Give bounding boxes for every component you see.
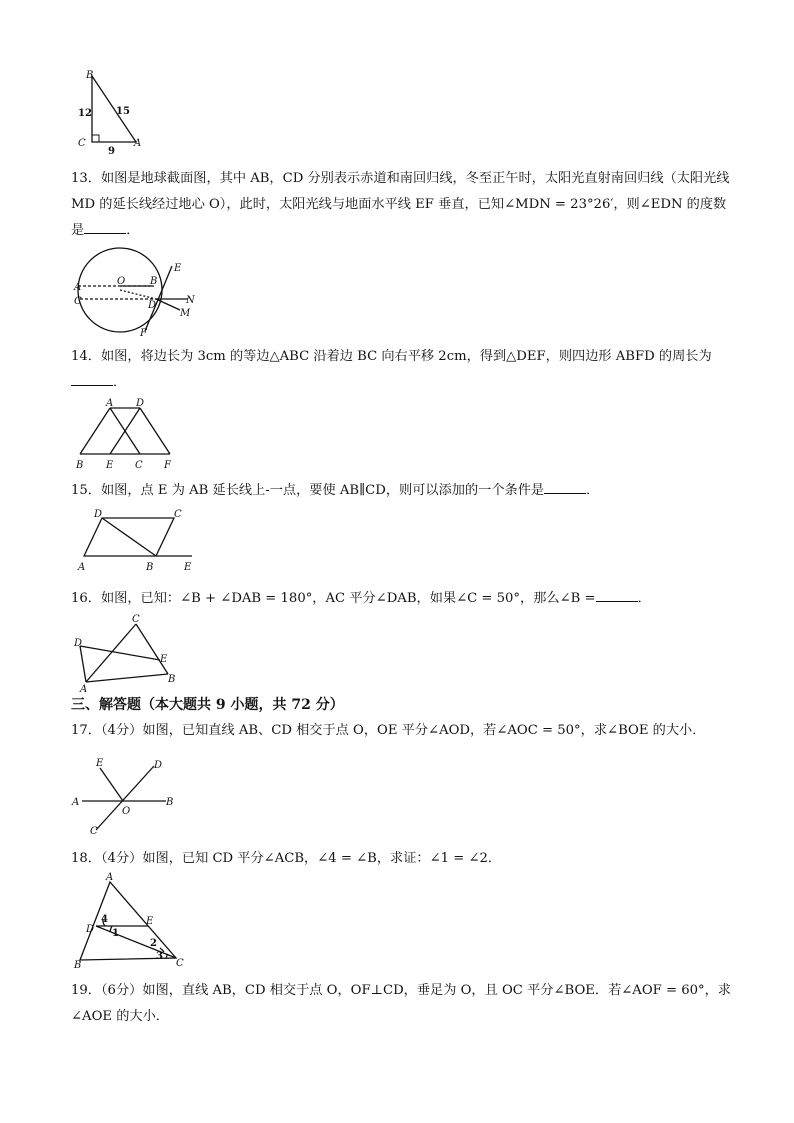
question-text: 如图是地球截面图，其中 AB，CD 分别表示赤道和南回归线，冬至正午时，太阳光直射南回归线（太阳光线 MD 的延长线经过地心 O），此时，太阳光线与地面水平线 EF 垂直，已知∠MDN = 23°26′，则∠EDN 的度数是 <box>71 171 730 238</box>
label-d: D <box>148 300 157 311</box>
label-b: B <box>166 797 174 808</box>
label-e: E <box>184 562 192 573</box>
question-number: 13． <box>71 171 101 186</box>
label-c: C <box>132 614 140 625</box>
figure-q17-intersecting-lines <box>70 754 185 838</box>
label-d: D <box>154 760 163 771</box>
answer-blank[interactable] <box>84 219 126 234</box>
question-17 <box>71 718 731 744</box>
angle-4: 4 <box>101 914 108 925</box>
label-b: B <box>74 960 82 971</box>
question-number: 15． <box>71 483 101 498</box>
label-e: E <box>96 758 104 769</box>
figure-q16-triangle <box>72 612 182 695</box>
question-number: 18． <box>71 851 101 866</box>
label-d: D <box>94 509 103 520</box>
answer-blank[interactable] <box>71 371 113 386</box>
question-13: 13．如图是地球截面图，其中 AB，CD 分别表示赤道和南回归线，冬至正午时，太阳光直射南回归线（太阳光线 MD 的延长线经过地心 O），此时，太阳光线与地面水平线 EF 垂直，已知∠MDN = 23°26′，则∠EDN 的度数是 ． <box>71 171 730 238</box>
label-e: E <box>146 916 154 927</box>
question-18 <box>71 846 731 872</box>
figure-q18-triangle-bisector <box>72 874 184 970</box>
figure-q14-translated-triangles <box>72 396 182 472</box>
label-c: C <box>74 296 82 307</box>
label-e: E <box>106 460 114 471</box>
section-heading: 三、解答题（本大题共 9 小题，共 72 分） <box>71 697 344 713</box>
label-e: E <box>160 654 168 665</box>
label-f: F <box>164 460 171 471</box>
question-19 <box>71 978 731 1030</box>
label-d: D <box>86 924 95 935</box>
label-c: C <box>78 138 86 149</box>
label-b: B <box>76 460 84 471</box>
label-e: E <box>174 263 182 274</box>
label-d: D <box>136 398 145 409</box>
question-number: 17． <box>71 723 101 738</box>
length-ca: 9 <box>108 146 115 157</box>
label-f: F <box>140 328 147 339</box>
label-o: O <box>117 276 126 287</box>
label-m: M <box>180 308 191 319</box>
question-14: 14．如图，将边长为 3cm 的等边△ABC 沿着边 BC 向右平移 2cm，得到△DEF，则四边形 ABFD 的周长为． <box>71 349 712 390</box>
question-number: 19． <box>71 983 101 998</box>
question-text: （4分）如图，已知直线 AB、CD 相交于点 O，OE 平分∠AOD，若∠AOC = 50°，求∠BOE 的大小． <box>100 723 706 738</box>
label-c: C <box>90 826 98 837</box>
label-b: B <box>150 276 158 287</box>
label-a: A <box>72 797 80 808</box>
question-text: （4分）如图，已知 CD 平分∠ACB，∠4 = ∠B，求证：∠1 = ∠2． <box>100 851 502 866</box>
label-a: A <box>106 398 114 409</box>
label-c: C <box>135 460 143 471</box>
label-b: B <box>146 562 154 573</box>
question-16: 16．如图，已知：∠B + ∠DAB = 180°，AC 平分∠DAB，如果∠C = 50°，那么∠B = ． <box>71 586 731 612</box>
question-text: 如图，将边长为 3cm 的等边△ABC 沿着边 BC 向右平移 2cm，得到△DEF，则四边形 ABFD 的周长为 <box>100 349 712 364</box>
question-text: （6分）如图，直线 AB，CD 相交于点 O，OF⊥CD，垂足为 O，且 OC 平分∠BOE．若∠AOF = 60°，求∠AOE 的大小． <box>71 983 731 1024</box>
length-bc: 12 <box>78 108 92 119</box>
label-b: B <box>86 70 94 81</box>
label-a: A <box>134 138 142 149</box>
label-b: B <box>168 674 176 685</box>
question-15: 15．如图，点 E 为 AB 延长线上-一点，要使 AB∥CD，则可以添加的一个条件是 ． <box>71 478 731 504</box>
label-o: O <box>122 806 131 817</box>
angle-1: 1 <box>112 928 119 939</box>
label-n: N <box>186 295 195 306</box>
label-c: C <box>176 958 184 969</box>
length-ab: 15 <box>116 106 130 117</box>
label-a: A <box>78 562 86 573</box>
answer-blank[interactable] <box>596 587 638 602</box>
question-text: 如图，已知：∠B + ∠DAB = 180°，AC 平分∠DAB，如果∠C = 50°，那么∠B = <box>100 591 596 606</box>
figure-q12-triangle <box>70 66 150 156</box>
question-number: 16． <box>71 591 101 606</box>
label-c: C <box>174 509 182 520</box>
figure-q13-earth-cross-section <box>70 246 200 339</box>
label-d: D <box>74 638 83 649</box>
label-a: A <box>74 282 82 293</box>
figure-q15-parallelogram <box>74 508 199 572</box>
angle-3: 3 <box>156 951 163 962</box>
answer-blank[interactable] <box>544 479 586 494</box>
question-text: 如图，点 E 为 AB 延长线上-一点，要使 AB∥CD，则可以添加的一个条件是 <box>100 483 545 498</box>
angle-2: 2 <box>150 938 157 949</box>
question-number: 14． <box>71 349 101 364</box>
label-a: A <box>106 872 114 883</box>
label-a: A <box>80 684 88 695</box>
